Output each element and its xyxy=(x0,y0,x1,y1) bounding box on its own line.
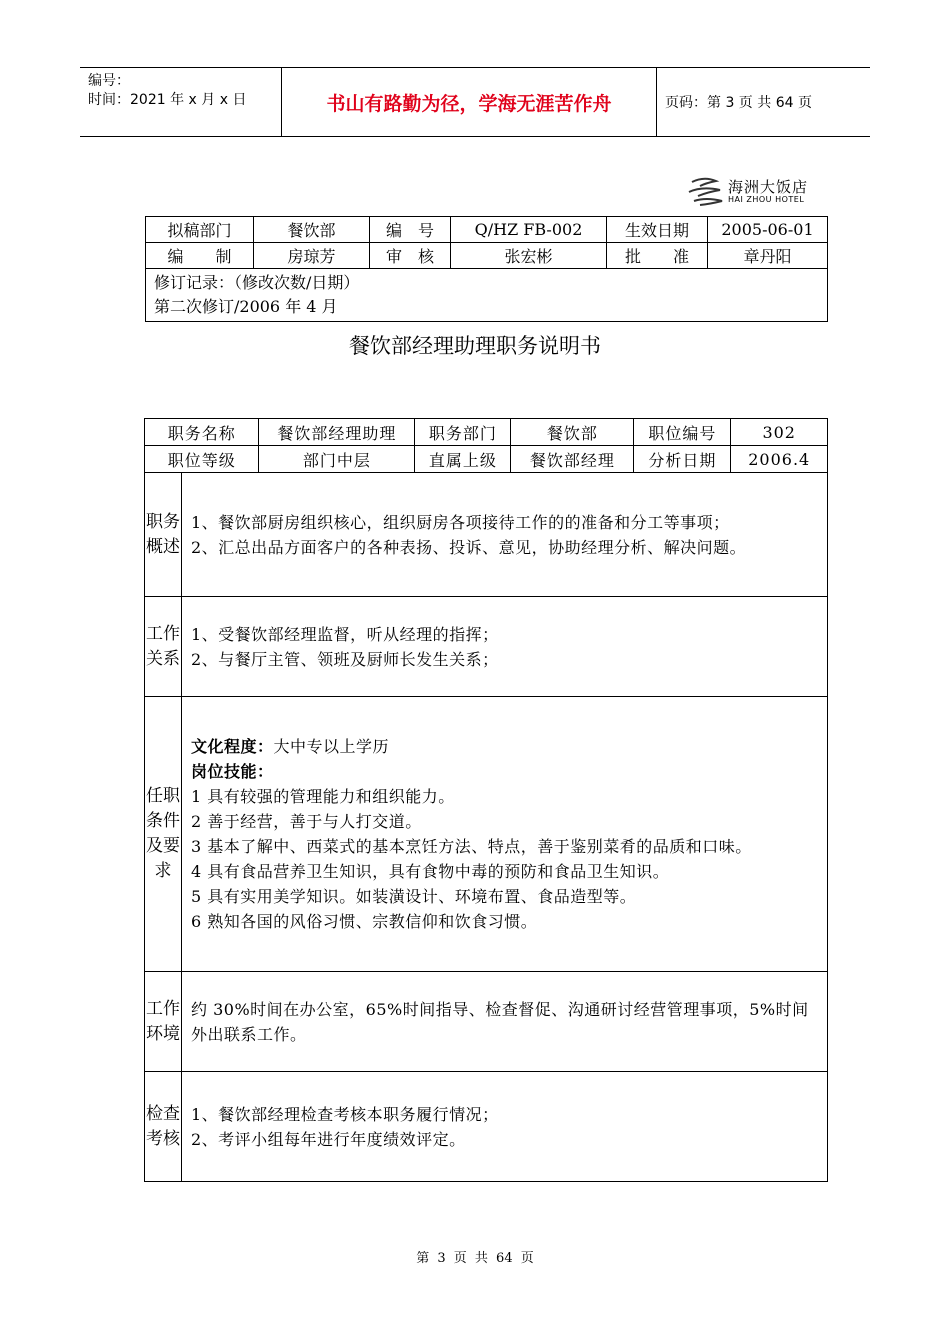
content-line: 约 30%时间在办公室，65%时间指导、检查督促、沟通研讨经营管理事项，5%时间外出联系工作。 xyxy=(191,999,809,1044)
content-line: 6 熟知各国的风俗习惯、宗教信仰和饮食习惯。 xyxy=(191,912,538,931)
meta-cell: 编 制 xyxy=(146,243,254,269)
job-cell: 2006.4 xyxy=(731,446,828,473)
document-title: 餐饮部经理助理职务说明书 xyxy=(349,334,601,358)
job-cell: 餐饮部 xyxy=(511,419,634,446)
header-meta xyxy=(88,72,246,110)
job-cell: 职务部门 xyxy=(415,419,511,446)
document-meta-table xyxy=(145,216,828,322)
content-line: 1、餐饮部厨房组织核心，组织厨房各项接待工作的的准备和分工等事项； xyxy=(191,512,730,532)
content-line: 2 善于经营，善于与人打交道。 xyxy=(191,812,422,831)
meta-row xyxy=(146,217,828,243)
time-label: 时间：2021 年 x 月 x 日 xyxy=(88,92,247,108)
meta-cell: 房琼芳 xyxy=(254,243,370,269)
section-assessment xyxy=(145,1072,828,1182)
meta-cell: Q/HZ FB-002 xyxy=(451,217,607,243)
hotel-logo-icon xyxy=(686,174,726,208)
section-label: 工作关系 xyxy=(145,597,182,697)
meta-cell: 生效日期 xyxy=(607,217,708,243)
job-cell: 分析日期 xyxy=(634,446,731,473)
content-line: 2、汇总出品方面客户的各种表扬、投诉、意见，协助经理分析、解决问题。 xyxy=(191,537,747,557)
content-line: 1、受餐饮部经理监督，听从经理的指挥； xyxy=(191,624,499,644)
revision-row xyxy=(146,269,828,322)
content-line: 3 基本了解中、西菜式的基本烹饪方法、特点，善于鉴别菜肴的品质和口味。 xyxy=(191,837,752,856)
slogan: 书山有路勤为径，学海无涯苦作舟 xyxy=(281,68,657,136)
job-cell: 职位等级 xyxy=(145,446,259,473)
job-cell: 职位编号 xyxy=(634,419,731,446)
job-cell: 直属上级 xyxy=(415,446,511,473)
content-line: 1、餐饮部经理检查考核本职务履行情况； xyxy=(191,1104,499,1124)
meta-row xyxy=(146,243,828,269)
meta-cell: 张宏彬 xyxy=(451,243,607,269)
education-label: 文化程度： xyxy=(191,737,274,756)
revision-label: 修订记录：（修改次数/日期） xyxy=(154,273,360,292)
section-work-relations xyxy=(145,597,828,697)
revision-record xyxy=(146,269,828,322)
meta-cell: 2005-06-01 xyxy=(708,217,828,243)
section-label: 检查考核 xyxy=(145,1072,182,1182)
number-label: 编号： xyxy=(88,73,130,89)
meta-cell: 拟稿部门 xyxy=(146,217,254,243)
meta-cell: 编 号 xyxy=(370,217,451,243)
content-line: 2、与餐厅主管、领班及厨师长发生关系； xyxy=(191,649,499,669)
section-label: 任职条件及要求 xyxy=(145,697,182,972)
meta-cell: 批 准 xyxy=(607,243,708,269)
section-label: 职务概述 xyxy=(145,473,182,597)
revision-value: 第二次修订/2006 年 4 月 xyxy=(154,297,338,316)
content-line: 5 具有实用美学知识。如装潢设计、环境布置、食品造型等。 xyxy=(191,887,637,906)
job-description-table xyxy=(144,418,828,1182)
job-cell: 部门中层 xyxy=(259,446,415,473)
job-cell: 职务名称 xyxy=(145,419,259,446)
section-label: 工作环境 xyxy=(145,972,182,1072)
section-content xyxy=(182,473,828,597)
page-header xyxy=(80,67,870,137)
section-content xyxy=(182,972,828,1072)
section-content xyxy=(182,1072,828,1182)
skill-label: 岗位技能： xyxy=(191,762,274,781)
page-footer: 第 3 页 共 64 页 xyxy=(416,1251,534,1266)
education-value: 大中专以上学历 xyxy=(273,737,390,756)
hotel-english-name: HAI ZHOU HOTEL xyxy=(728,195,805,204)
hotel-logo xyxy=(686,174,826,208)
job-cell: 302 xyxy=(731,419,828,446)
content-line: 4 具有食品营养卫生知识，具有食物中毒的预防和食品卫生知识。 xyxy=(191,862,670,881)
job-cell: 餐饮部经理 xyxy=(511,446,634,473)
section-content xyxy=(182,697,828,972)
education-line xyxy=(191,734,819,759)
meta-cell: 餐饮部 xyxy=(254,217,370,243)
job-info-row xyxy=(145,419,828,446)
section-work-environment xyxy=(145,972,828,1072)
page-info: 页码：第 3 页 共 64 页 xyxy=(665,95,812,111)
job-cell: 餐饮部经理助理 xyxy=(259,419,415,446)
section-qualifications xyxy=(145,697,828,972)
meta-cell: 审 核 xyxy=(370,243,451,269)
hotel-name: 海洲大饭店 xyxy=(728,178,809,196)
section-duty-overview xyxy=(145,473,828,597)
meta-cell: 章丹阳 xyxy=(708,243,828,269)
content-line: 1 具有较强的管理能力和组织能力。 xyxy=(191,787,455,806)
section-content xyxy=(182,597,828,697)
content-line: 2、考评小组每年进行年度绩效评定。 xyxy=(191,1129,466,1149)
job-info-row xyxy=(145,446,828,473)
